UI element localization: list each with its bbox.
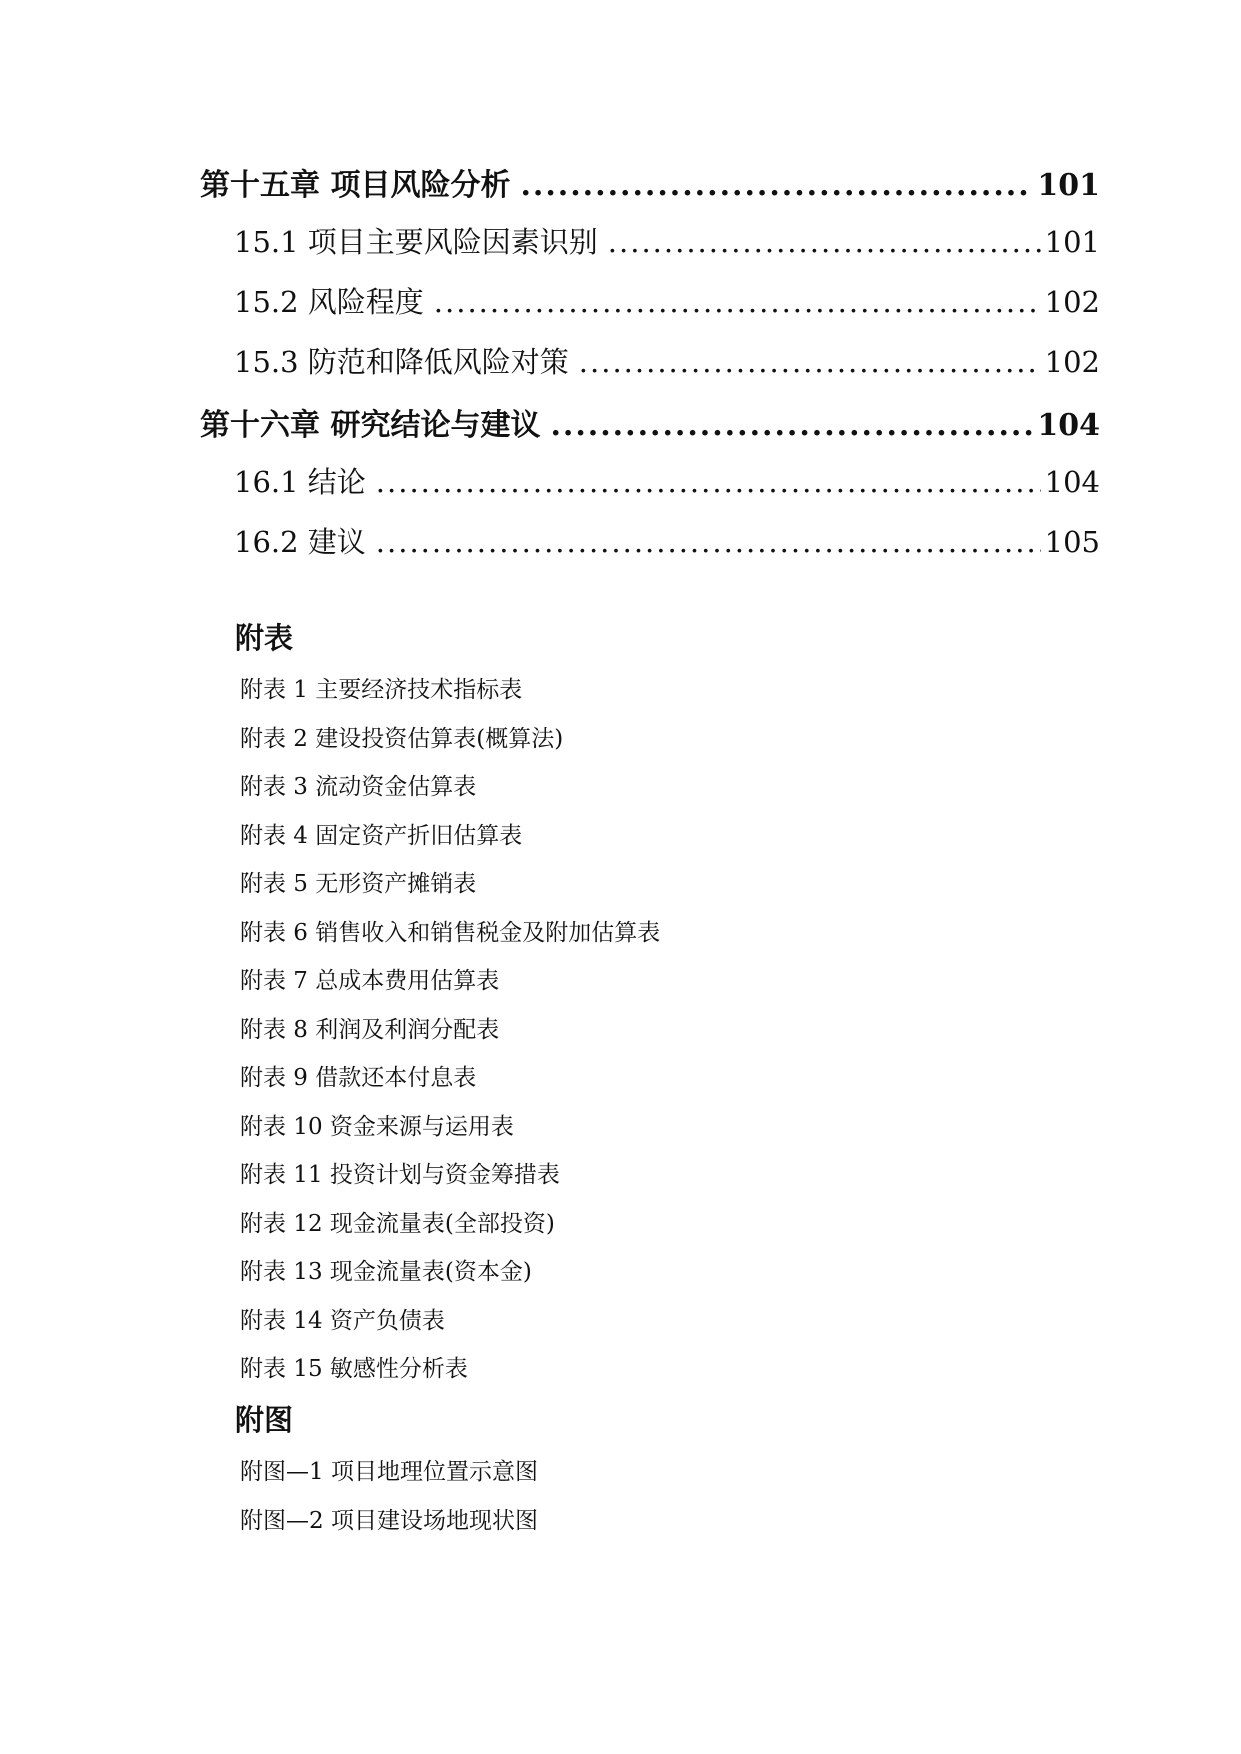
toc-leader-dots: [376, 525, 1041, 559]
appendix-table-item[interactable]: 附表 12 现金流量表(全部投资): [240, 1210, 555, 1237]
toc-title: 15.3 防范和降低风险对策: [234, 345, 569, 379]
appendix-table-item[interactable]: 附表 1 主要经济技术指标表: [240, 677, 523, 703]
table-of-contents: [200, 160, 1100, 580]
toc-title: 15.2 风险程度: [234, 285, 424, 319]
toc-page-number: 104: [1037, 408, 1100, 443]
toc-page-number: 102: [1044, 345, 1100, 379]
toc-leader-dots: [579, 345, 1041, 379]
appendix-table-item[interactable]: 附表 2 建设投资估算表(概算法): [240, 725, 564, 752]
toc-page-number: 104: [1044, 465, 1100, 499]
appendix-figure-item[interactable]: 附图—1 项目地理位置示意图: [240, 1459, 538, 1485]
appendix-figures-list: [240, 1448, 538, 1545]
appendix-table-item[interactable]: 附表 10 资金来源与运用表: [240, 1113, 514, 1140]
toc-title: 16.1 结论: [234, 465, 366, 499]
toc-section-15-1[interactable]: [200, 220, 1100, 280]
appendix-table-item[interactable]: 附表 3 流动资金估算表: [240, 774, 477, 800]
toc-section-15-2[interactable]: [200, 280, 1100, 340]
toc-leader-dots: [520, 168, 1033, 203]
appendix-tables-list: [240, 666, 660, 1394]
toc-title: 第十五章 项目风险分析: [200, 168, 511, 203]
toc-title: 15.1 项目主要风险因素识别: [234, 225, 598, 259]
appendix-table-item[interactable]: 附表 5 无形资产摊销表: [240, 871, 477, 897]
appendix-table-item[interactable]: 附表 14 资产负债表: [240, 1307, 445, 1334]
appendix-figures-heading: 附图: [235, 1403, 294, 1437]
appendix-table-item[interactable]: 附表 13 现金流量表(资本金): [240, 1259, 532, 1285]
toc-title: 16.2 建议: [234, 525, 366, 559]
appendix-table-item[interactable]: 附表 6 销售收入和销售税金及附加估算表: [240, 919, 661, 946]
appendix-table-item[interactable]: 附表 7 总成本费用估算表: [240, 968, 500, 994]
toc-page-number: 101: [1044, 225, 1100, 259]
toc-chapter-16[interactable]: [200, 400, 1100, 460]
toc-leader-dots: [550, 408, 1033, 443]
toc-page-number: 101: [1037, 168, 1100, 203]
toc-page-number: 102: [1044, 285, 1100, 319]
appendix-table-item[interactable]: 附表 8 利润及利润分配表: [240, 1016, 500, 1043]
appendix-figure-item[interactable]: 附图—2 项目建设场地现状图: [240, 1507, 538, 1534]
toc-section-16-1[interactable]: [200, 460, 1100, 520]
toc-leader-dots: [608, 225, 1041, 259]
toc-section-16-2[interactable]: [200, 520, 1100, 580]
toc-leader-dots: [434, 285, 1041, 319]
toc-leader-dots: [376, 465, 1041, 499]
appendix-table-item[interactable]: 附表 4 固定资产折旧估算表: [240, 822, 523, 849]
appendix-table-item[interactable]: 附表 11 投资计划与资金筹措表: [240, 1162, 560, 1188]
toc-page-number: 105: [1044, 525, 1100, 559]
appendix-tables-heading: 附表: [235, 621, 294, 655]
toc-chapter-15[interactable]: [200, 160, 1100, 220]
appendix-table-item[interactable]: 附表 9 借款还本付息表: [240, 1065, 477, 1091]
toc-title: 第十六章 研究结论与建议: [200, 408, 541, 443]
toc-section-15-3[interactable]: [200, 340, 1100, 400]
appendix-table-item[interactable]: 附表 15 敏感性分析表: [240, 1356, 468, 1382]
